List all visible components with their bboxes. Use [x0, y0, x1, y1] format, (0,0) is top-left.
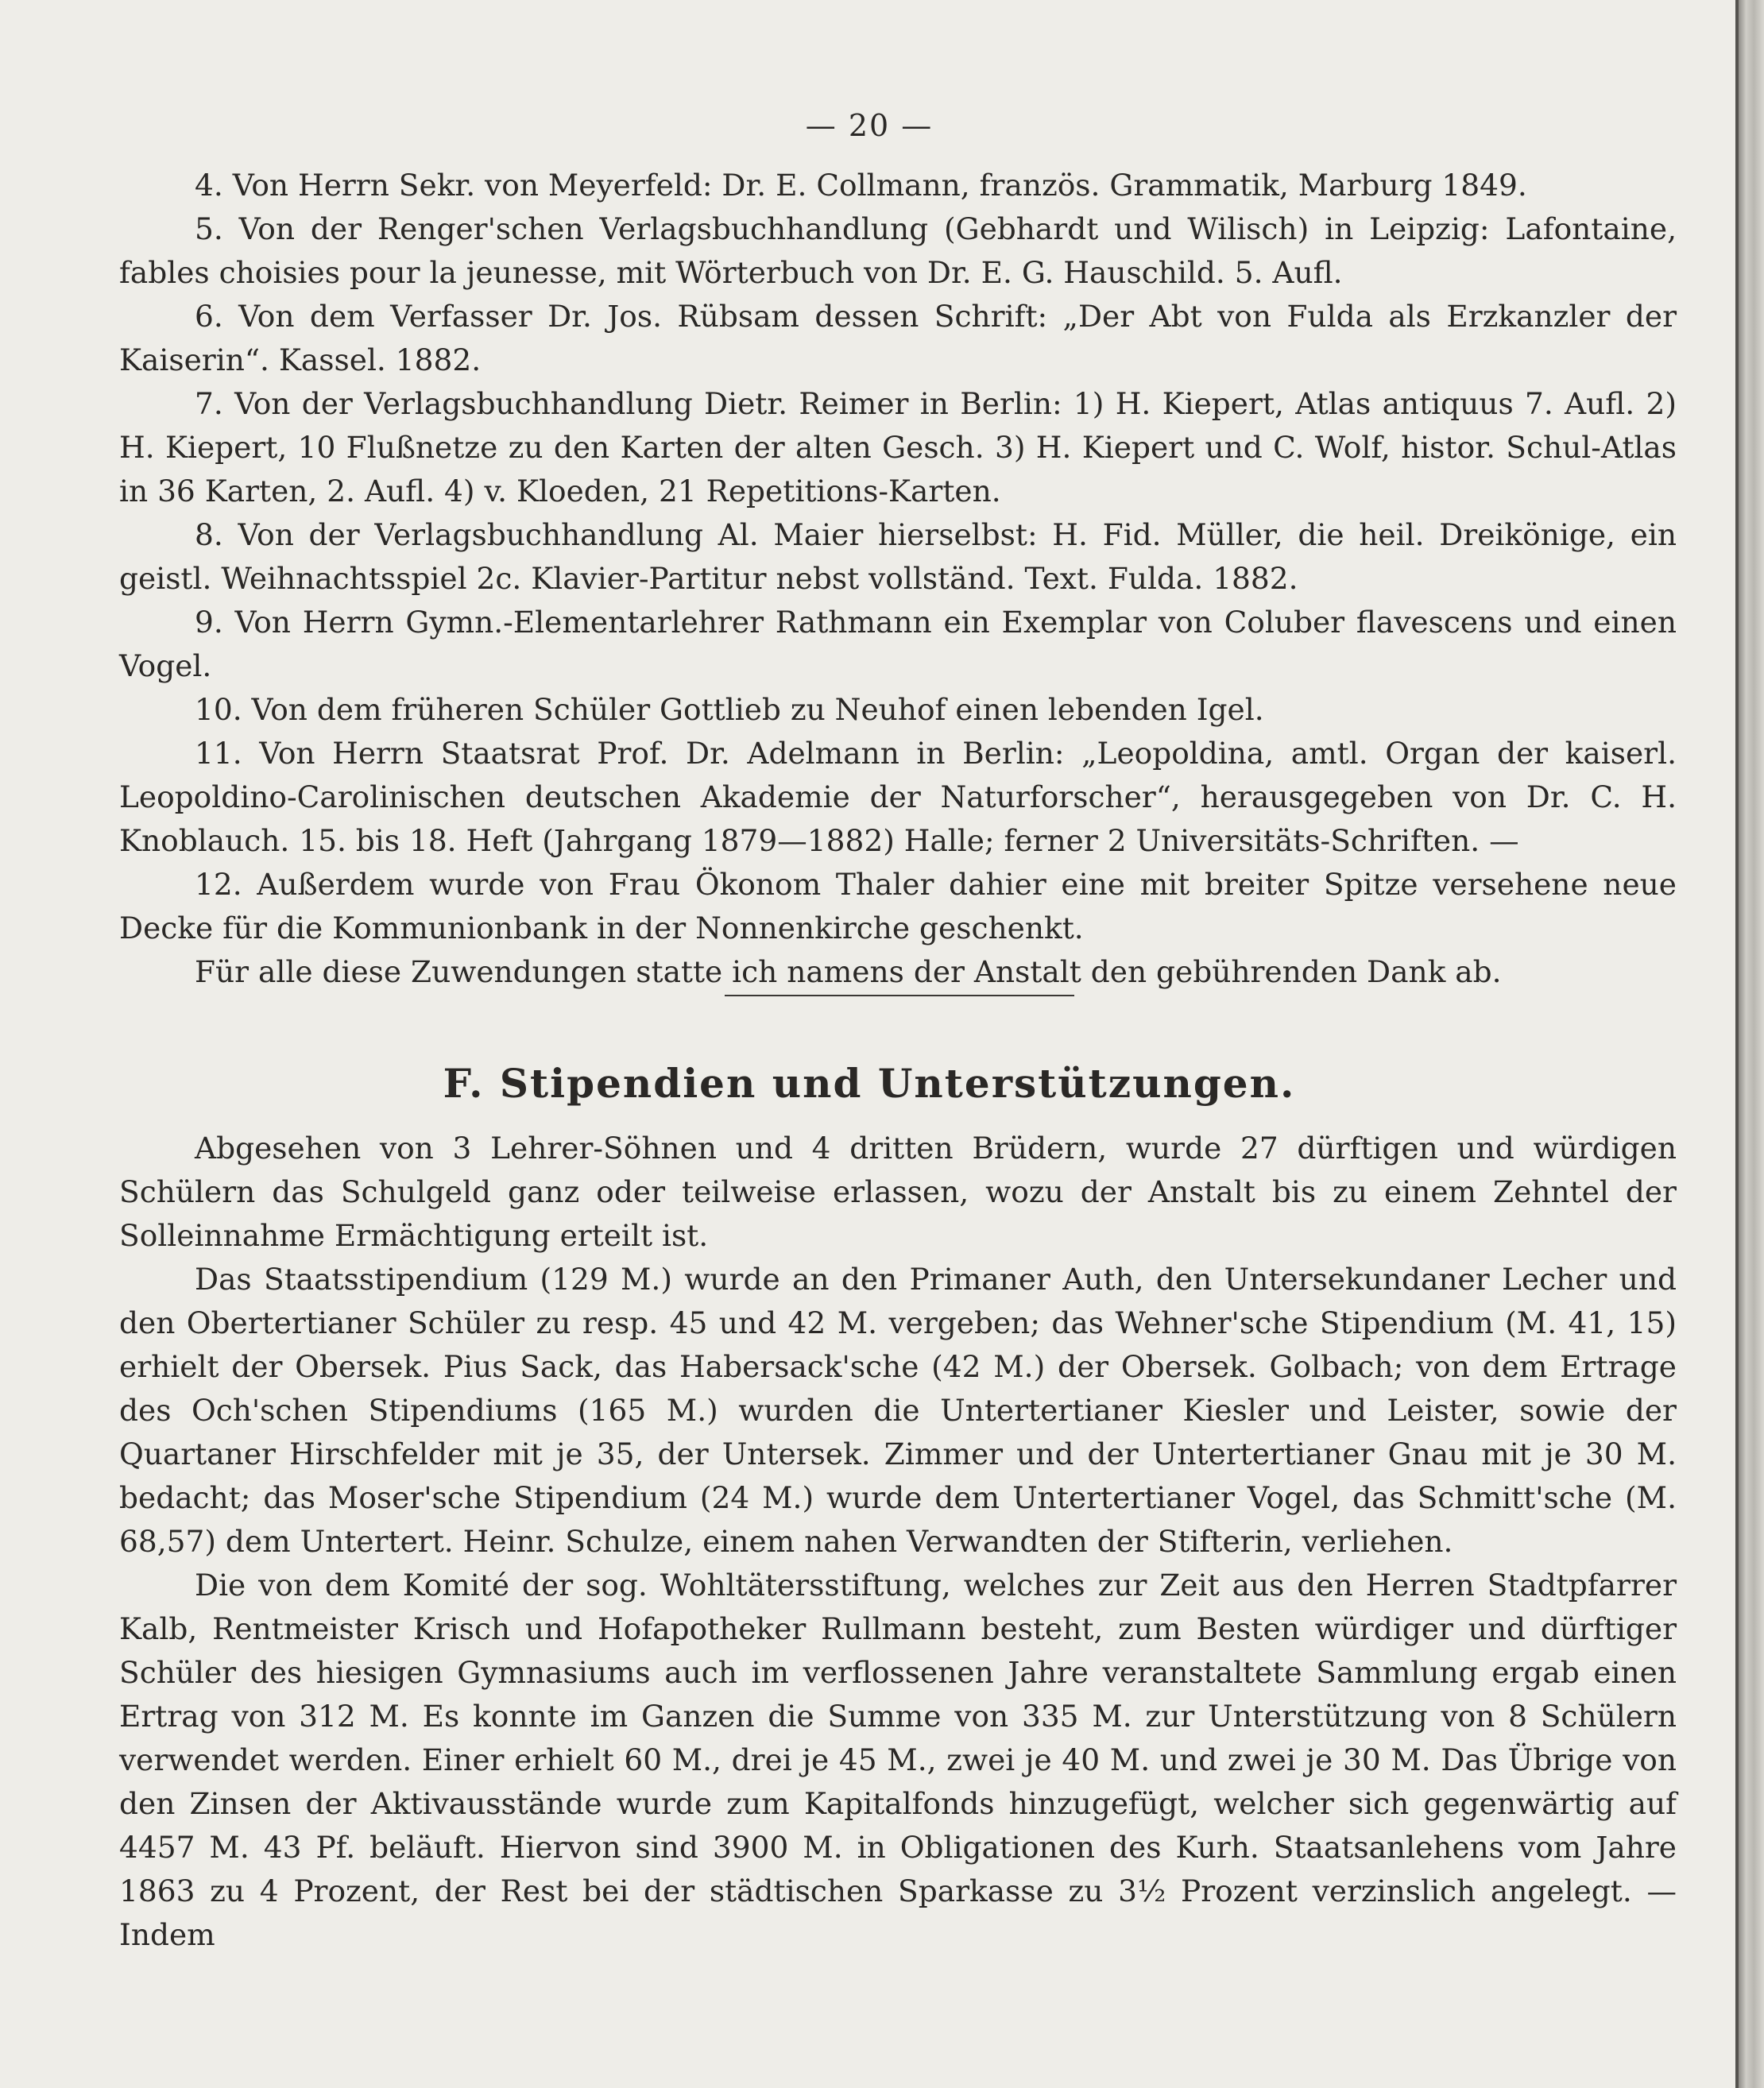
list-item: 9. Von Herrn Gymn.-Elementarlehrer Rathmann ein Exemplar von Coluber flavescens und einen Vogel. [119, 605, 1677, 683]
thanks-paragraph: Für alle diese Zuwendungen statte ich namens der Anstalt den gebührenden Dank ab. [195, 954, 1502, 989]
list-item: 8. Von der Verlagsbuchhandlung Al. Maier hierselbst: H. Fid. Müller, die heil. Dreikönige, ein geistl. Weihnachtsspiel 2c. Klavier-Partitur nebst vollständ. Text. Fulda. 1882. [119, 517, 1677, 596]
page-number: — 20 — [805, 108, 934, 143]
page-edge [1739, 0, 1764, 2088]
list-item: 12. Außerdem wurde von Frau Ökonom Thaler dahier eine mit breiter Spitze versehene neue Decke für die Kommunionbank in der Nonnenkirche geschenkt. [119, 867, 1677, 945]
section-divider [725, 995, 1074, 996]
donations-list [119, 164, 1677, 994]
list-item: 7. Von der Verlagsbuchhandlung Dietr. Reimer in Berlin: 1) H. Kiepert, Atlas antiquus 7. Aufl. 2) H. Kiepert, 10 Flußnetze zu den Karten der alten Gesch. 3) H. Kiepert und C. Wolf, histor. Schul-Atlas in 36 Karten, 2. Aufl. 4) v. Kloeden, 21 Repetitions-Karten. [119, 386, 1677, 508]
list-item: 11. Von Herrn Staatsrat Prof. Dr. Adelmann in Berlin: „Leopoldina, amtl. Organ der kaiserl. Leopoldino-Carolinischen deutschen Akademie der Naturforscher“, herausgegeben von Dr. C. H. Knoblauch. 15. bis 18. Heft (Jahrgang 1879—1882) Halle; ferner 2 Universitäts-Schriften. — [119, 736, 1677, 858]
paragraph: Abgesehen von 3 Lehrer-Söhnen und 4 dritten Brüdern, wurde 27 dürftigen und würdigen Schülern das Schulgeld ganz oder teilweise erlassen, wozu der Anstalt bis zu einem Zehntel der Solleinnahme Ermächtigung erteilt ist. [119, 1131, 1677, 1253]
paragraph: Das Staatsstipendium (129 M.) wurde an den Primaner Auth, den Untersekundaner Lecher und den Obertertianer Schüler zu resp. 45 und 42 M. vergeben; das Wehner'sche Stipendium (M. 41, 15) erhielt der Obersek. Pius Sack, das Habersack'sche (42 M.) der Obersek. Golbach; von dem Ertrage des Och'schen Stipendiums (165 M.) wurden die Untertertianer Kiesler und Leister, sowie der Quartaner Hirschfelder mit je 35, der Untersek. Zimmer und der Untertertianer Gnau mit je 30 M. bedacht; das Moser'sche Stipendium (24 M.) wurde dem Untertertianer Vogel, das Schmitt'sche (M. 68,57) dem Untertert. Heinr. Schulze, einem nahen Verwandten der Stifterin, verliehen. [119, 1262, 1677, 1559]
paragraph: Die von dem Komité der sog. Wohltätersstiftung, welches zur Zeit aus den Herren Stadtpfarrer Kalb, Rentmeister Krisch und Hofapotheker Rullmann besteht, zum Besten würdiger und dürftiger Schüler des hiesigen Gymnasiums auch im verflossenen Jahre veranstaltete Sammlung ergab einen Ertrag von 312 M. Es konnte im Ganzen die Summe von 335 M. zur Unterstützung von 8 Schülern verwendet werden. Einer erhielt 60 M., drei je 45 M., zwei je 40 M. und zwei je 30 M. Das Übrige von den Zinsen der Aktivausstände wurde zum Kapitalfonds hinzugefügt, welcher sich gegenwärtig auf 4457 M. 43 Pf. beläuft. Hiervon sind 3900 M. in Obligationen des Kurh. Staatsanlehens vom Jahre 1863 zu 4 Prozent, der Rest bei der städtischen Sparkasse zu 3½ Prozent verzinslich angelegt. — Indem [119, 1568, 1677, 1952]
list-item: 6. Von dem Verfasser Dr. Jos. Rübsam dessen Schrift: „Der Abt von Fulda als Erzkanzler der Kaiserin“. Kassel. 1882. [119, 299, 1677, 377]
list-item: 10. Von dem früheren Schüler Gottlieb zu Neuhof einen lebenden Igel. [195, 692, 1264, 727]
list-item: 4. Von Herrn Sekr. von Meyerfeld: Dr. E. Collmann, französ. Grammatik, Marburg 1849. [195, 168, 1527, 203]
list-item: 5. Von der Renger'schen Verlagsbuchhandlung (Gebhardt und Wilisch) in Leipzig: Lafontaine, fables choisies pour la jeunesse, mit Wörterbuch von Dr. E. G. Hauschild. 5. Aufl. [119, 211, 1677, 290]
section-body [119, 1127, 1677, 1957]
section-heading: F. Stipendien und Unterstützungen. [443, 1060, 1296, 1107]
